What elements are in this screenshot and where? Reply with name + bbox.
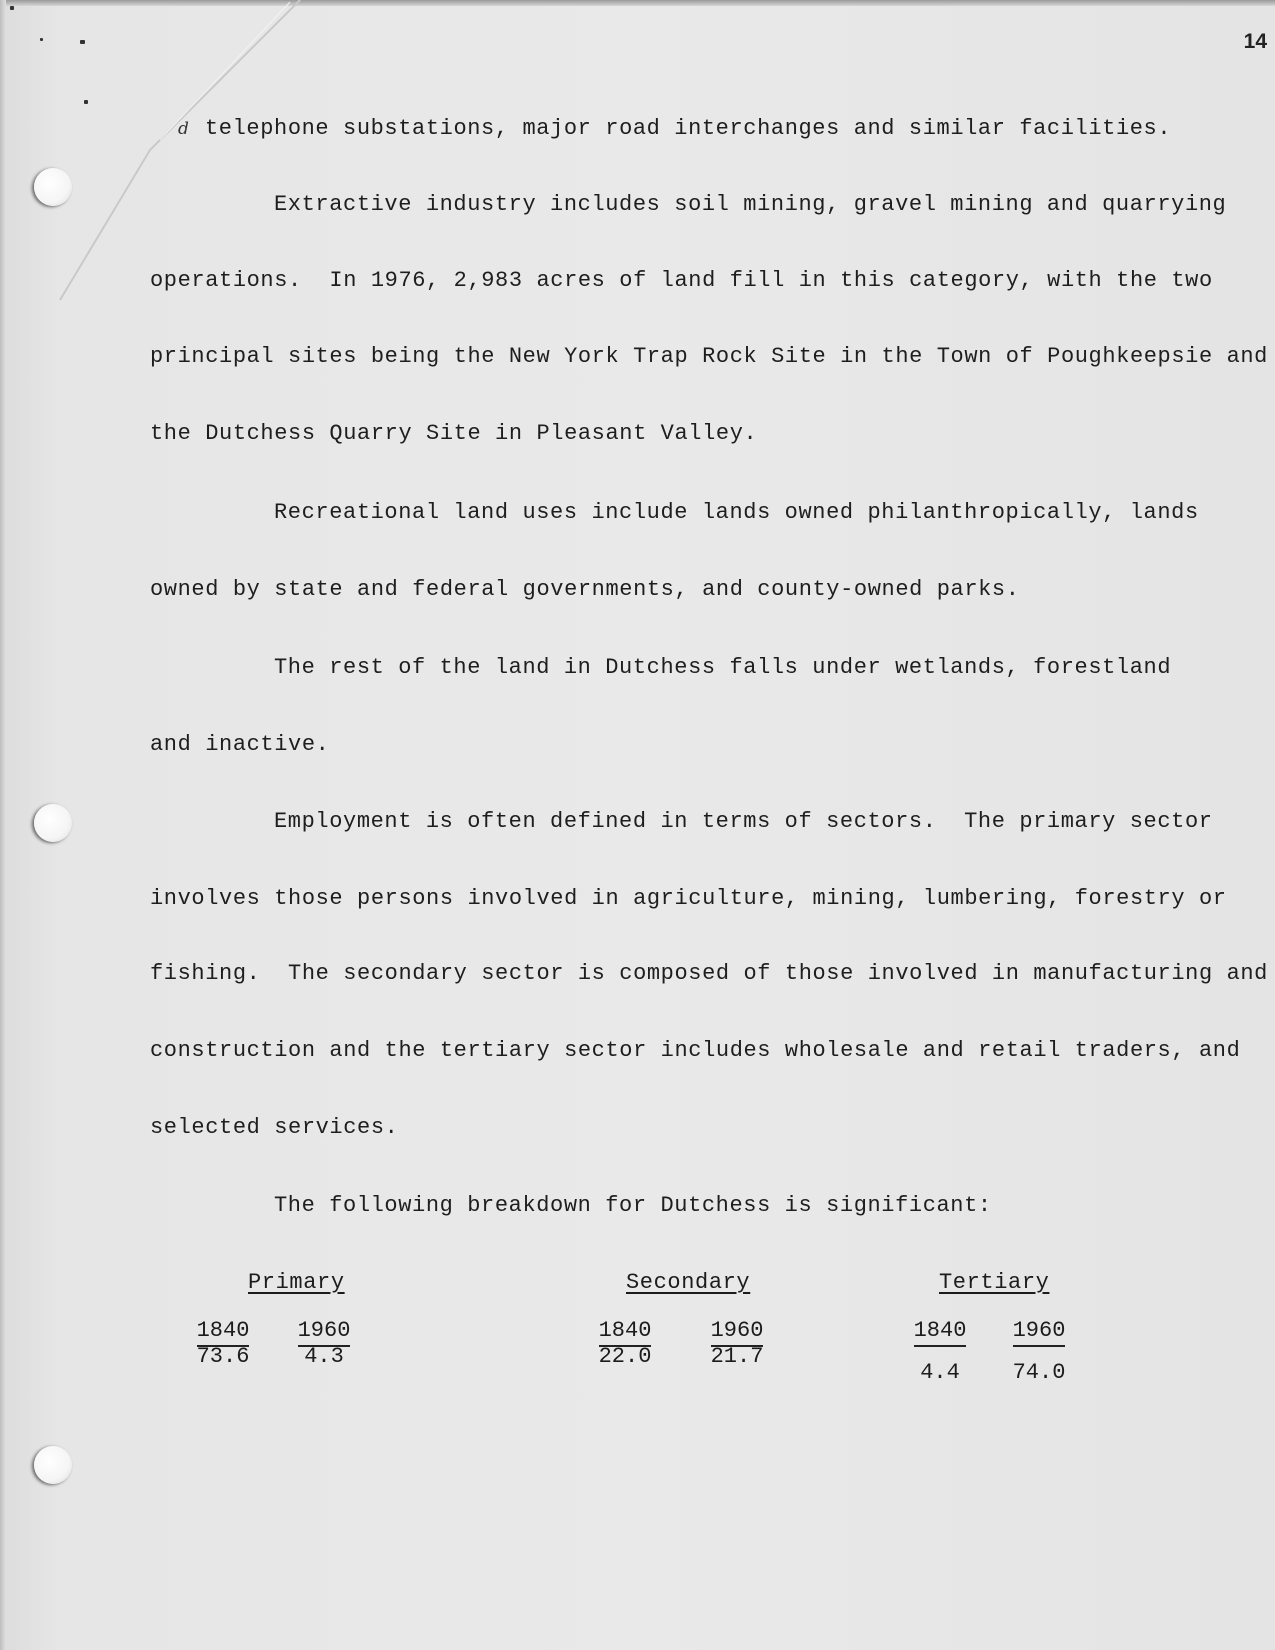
body-line: and inactive. [150,732,330,757]
body-line: The following breakdown for Dutchess is significant: [274,1193,992,1218]
fraction-rule [1013,1345,1065,1347]
scan-speck [80,40,85,44]
sector-heading-tertiary: Tertiary [939,1270,1050,1295]
handwritten-edit-mark: d [178,119,189,139]
page-left-edge [0,0,6,1650]
sector-value: 22.0 [598,1344,652,1369]
body-line: telephone substations, major road interchanges and similar facilities. [205,116,1172,141]
year-label: 1840 [913,1318,967,1343]
page-number: 14 [1243,30,1267,53]
sector-value: 21.7 [710,1344,764,1369]
body-line: The rest of the land in Dutchess falls under wetlands, forestland [274,655,1172,680]
scan-speck [84,100,88,104]
binder-hole-middle [34,804,72,842]
body-line: Employment is often defined in terms of sectors. The primary sector [274,809,1213,834]
year-label: 1840 [196,1318,250,1343]
body-line: construction and the tertiary sector includes wholesale and retail traders, and [150,1038,1241,1063]
sector-heading-primary: Primary [248,1270,345,1295]
body-line: Extractive industry includes soil mining, gravel mining and quarrying [274,192,1227,217]
binder-hole-bottom [34,1446,72,1484]
body-line: the Dutchess Quarry Site in Pleasant Valley. [150,421,758,446]
year-label: 1960 [297,1318,351,1343]
body-line: involves those persons involved in agriculture, mining, lumbering, forestry or [150,886,1227,911]
sector-value: 73.6 [196,1344,250,1369]
body-line: fishing. The secondary sector is composed of those involved in manufacturing and [150,961,1268,986]
fraction-rule [914,1345,966,1347]
body-line: selected services. [150,1115,399,1140]
sector-value: 4.4 [920,1360,960,1385]
page-top-edge [0,0,1275,6]
binder-hole-top [34,168,72,206]
sector-value: 74.0 [1012,1360,1066,1385]
body-line: operations. In 1976, 2,983 acres of land fill in this category, with the two [150,268,1213,293]
body-line: owned by state and federal governments, and county-owned parks. [150,577,1020,602]
scan-speck [40,38,43,41]
year-label: 1960 [710,1318,764,1343]
year-label: 1840 [598,1318,652,1343]
year-label: 1960 [1012,1318,1066,1343]
body-line: Recreational land uses include lands owned philanthropically, lands [274,500,1199,525]
sector-value: 4.3 [304,1344,344,1369]
scan-speck [10,6,14,10]
body-line: principal sites being the New York Trap Rock Site in the Town of Poughkeepsie and [150,344,1268,369]
sector-heading-secondary: Secondary [626,1270,751,1295]
